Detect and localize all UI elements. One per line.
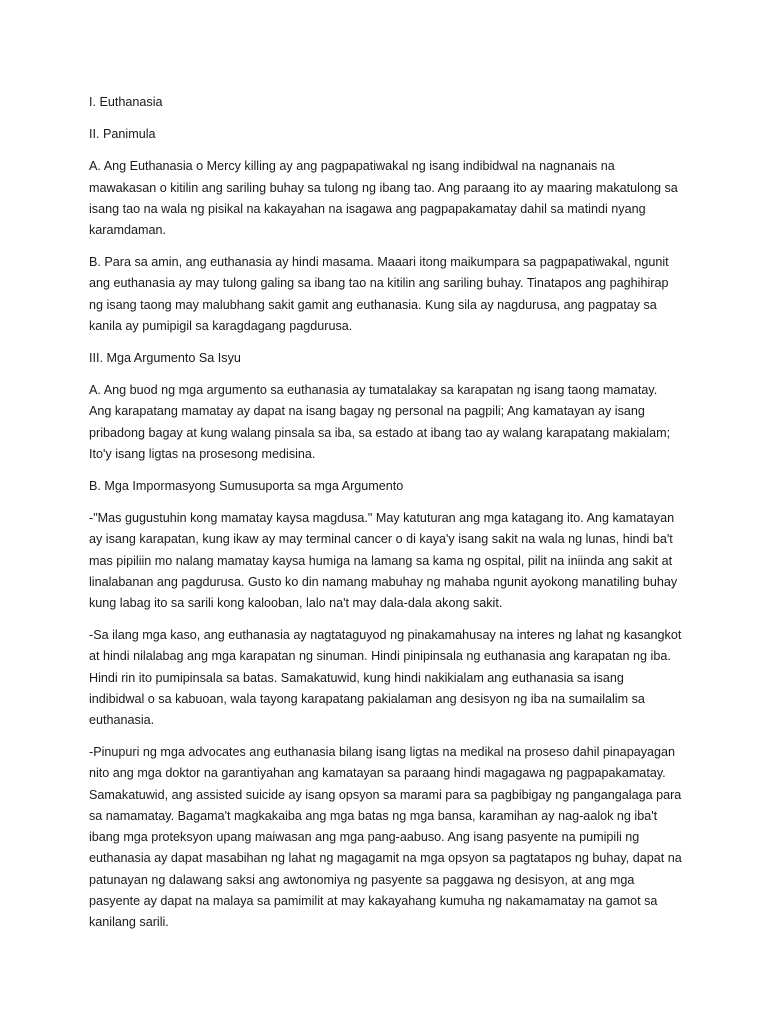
section-heading-euthanasia: I. Euthanasia	[89, 95, 163, 109]
paragraph-argumento-a: A. Ang buod ng mga argumento sa euthanasia ay tumatalakay sa karapatan ng isang taong mamatay. Ang karapatang mamatay ay dapat na isang bagay ng personal na pagpili; Ang kamatayan ay isang pribadong bagay at kung walang pinsala sa iba, sa estado at ibang tao ay walang karapatang makialam; Ito'y isang ligtas na prosesong medisina.	[89, 383, 671, 461]
paragraph-support-1: -"Mas gugustuhin kong mamatay kaysa magdusa." May katuturan ang mga katagang ito. Ang kamatayan ay isang karapatan, kung ikaw ay may terminal cancer o di kaya'y isang sakit na wala ng lunas, hindi ba't mas pipiliin mo nalang mamatay kaysa humiga na lamang sa kama ng ospital, pilit na iniinda ang sakit at linalabanan ang pagdurusa. Gusto ko din namang mabuhay ng mahaba ngunit ayokong manatiling buhay kung labag ito sa sarili kong kalooban, lalo na't may dala-dala akong sakit.	[89, 511, 678, 611]
paragraph-panimula-b: B. Para sa amin, ang euthanasia ay hindi masama. Maaari itong maikumpara sa pagpapatiwakal, ngunit ang euthanasia ay may tulong galing sa ibang tao na kitilin ang sariling buhay. Tinatapos ang paghihirap ng isang taong may malubhang sakit gamit ang euthanasia. Kung sila ay nagdurusa, ang pagpatay sa kanila ay pumipigil sa karagdagang pagdurusa.	[89, 255, 669, 333]
paragraph-support-2: -Sa ilang mga kaso, ang euthanasia ay nagtataguyod ng pinakamahusay na interes ng lahat ng kasangkot at hindi nilalabag ang mga karapatan ng sinuman. Hindi pinipinsala ng euthanasia ang karapatan ng iba. Hindi rin ito pumipinsala sa batas. Samakatuwid, kung hindi nakikialam ang euthanasia sa isang indibidwal o sa kabuoan, wala tayong karapatang pakialaman ang desisyon ng iba na sumailalim sa euthanasia.	[89, 628, 682, 728]
paragraph-support-3: -Pinupuri ng mga advocates ang euthanasia bilang isang ligtas na medikal na proseso dahil pinapayagan nito ang mga doktor na garantiyahan ang kamatayan sa paraang hindi magagawa ng pagpapakamatay. Samakatuwid, ang assisted suicide ay isang opsyon sa marami para sa pagbibigay ng pangangalaga para sa namamatay. Bagama't magkakaiba ang mga batas ng mga bansa, karamihan ay nag-aalok ng iba't ibang mga proteksyon upang maiwasan ang mga pang-aabuso. Ang isang pasyente na pumipili ng euthanasia ay dapat masabihan ng lahat ng magagamit na mga opsyon sa pagtatapos ng buhay, dapat na patunayan ng dalawang saksi ang awtonomiya ng pasyente sa paggawa ng desisyon, at ang mga pasyente ay dapat na malaya sa pamimilit at may kakayahang kumuha ng nakamamatay na gamot sa kanilang sarili.	[89, 745, 682, 929]
paragraph-panimula-a: A. Ang Euthanasia o Mercy killing ay ang pagpapatiwakal ng isang indibidwal na nagnanais na mawakasan o kitilin ang sariling buhay sa tulong ng ibang tao. Ang paraang ito ay maaring makatulong sa isang tao na wala ng pisikal na kakayahan na isagawa ang pagpapakamatay dahil sa matindi nyang karamdaman.	[89, 159, 678, 238]
section-heading-panimula: II. Panimula	[89, 127, 156, 142]
subheading-impormasyon: B. Mga Impormasyong Sumusuporta sa mga Argumento	[89, 479, 404, 494]
section-heading-argumento: III. Mga Argumento Sa Isyu	[89, 351, 241, 366]
